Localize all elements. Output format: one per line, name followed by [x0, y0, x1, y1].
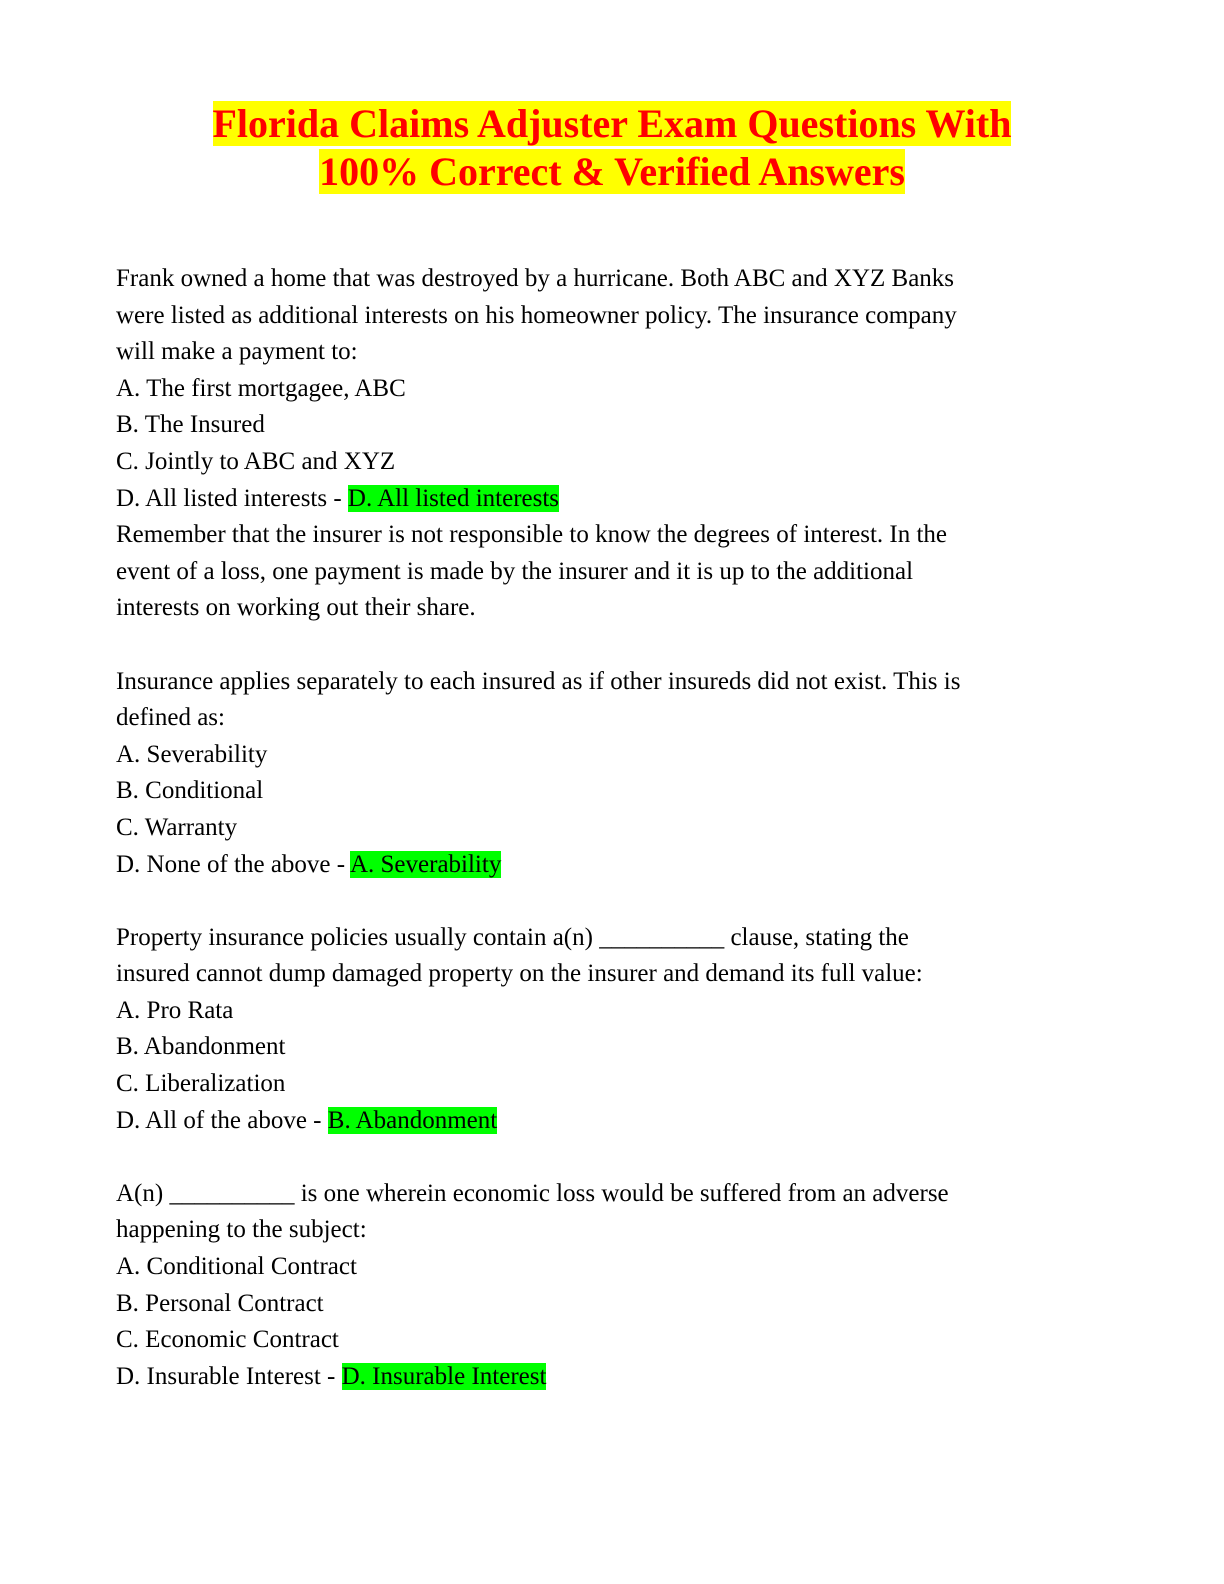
- question-stem-line: defined as:: [116, 704, 225, 732]
- option-a: A. Severability: [116, 740, 268, 768]
- option-b: B. Conditional: [116, 777, 264, 805]
- question-2: [116, 664, 1076, 884]
- title-line-2: 100% Correct & Verified Answers: [319, 149, 905, 194]
- option-c: C. Economic Contract: [116, 1326, 339, 1354]
- correct-answer: D. Insurable Interest: [341, 1362, 547, 1390]
- document-title: [0, 100, 1224, 196]
- option-d-line: [116, 847, 1076, 884]
- correct-answer: B. Abandonment: [327, 1106, 498, 1134]
- question-stem-line: Frank owned a home that was destroyed by a hurricane. Both ABC and XYZ Banks: [116, 265, 955, 292]
- option-b: B. The Insured: [116, 411, 265, 439]
- question-stem-line: were listed as additional interests on his homeowner policy. The insurance company: [116, 301, 957, 329]
- option-d: D. None of the above -: [116, 850, 350, 878]
- question-stem-line: Insurance applies separately to each insured as if other insureds did not exist. This is: [116, 667, 961, 695]
- option-a: A. Pro Rata: [116, 996, 234, 1024]
- option-c: C. Warranty: [116, 813, 238, 841]
- question-stem-line: happening to the subject:: [116, 1216, 367, 1244]
- question-4: [116, 1176, 1076, 1396]
- option-d-line: [116, 1359, 1076, 1396]
- option-d: D. All listed interests -: [116, 484, 348, 512]
- option-d-line: [116, 481, 1076, 518]
- option-c: C. Jointly to ABC and XYZ: [116, 447, 396, 475]
- option-d: D. Insurable Interest -: [116, 1362, 342, 1390]
- question-stem-line: A(n) __________ is one wherein economic loss would be suffered from an adverse: [116, 1179, 949, 1207]
- explanation-line: Remember that the insurer is not responsible to know the degrees of interest. In the: [116, 521, 948, 549]
- option-d-line: [116, 1103, 1076, 1140]
- explanation-line: event of a loss, one payment is made by the insurer and it is up to the additional: [116, 557, 914, 585]
- correct-answer: A. Severability: [349, 850, 502, 878]
- question-3: [116, 920, 1076, 1140]
- option-a: A. The first mortgagee, ABC: [116, 374, 406, 402]
- option-b: B. Personal Contract: [116, 1289, 324, 1317]
- question-1: [116, 261, 1076, 627]
- questions-section: [116, 261, 1076, 1432]
- title-line-1: Florida Claims Adjuster Exam Questions With: [212, 101, 1012, 146]
- option-a: A. Conditional Contract: [116, 1253, 357, 1281]
- question-stem-line: will make a payment to:: [116, 338, 358, 366]
- question-stem-line: Property insurance policies usually contain a(n) __________ clause, stating the: [116, 923, 909, 951]
- option-d: D. All of the above -: [116, 1106, 328, 1134]
- correct-answer: D. All listed interests: [347, 484, 560, 512]
- explanation-line: interests on working out their share.: [116, 594, 476, 622]
- question-stem-line: insured cannot dump damaged property on the insurer and demand its full value:: [116, 960, 923, 988]
- option-b: B. Abandonment: [116, 1033, 286, 1061]
- option-c: C. Liberalization: [116, 1070, 286, 1098]
